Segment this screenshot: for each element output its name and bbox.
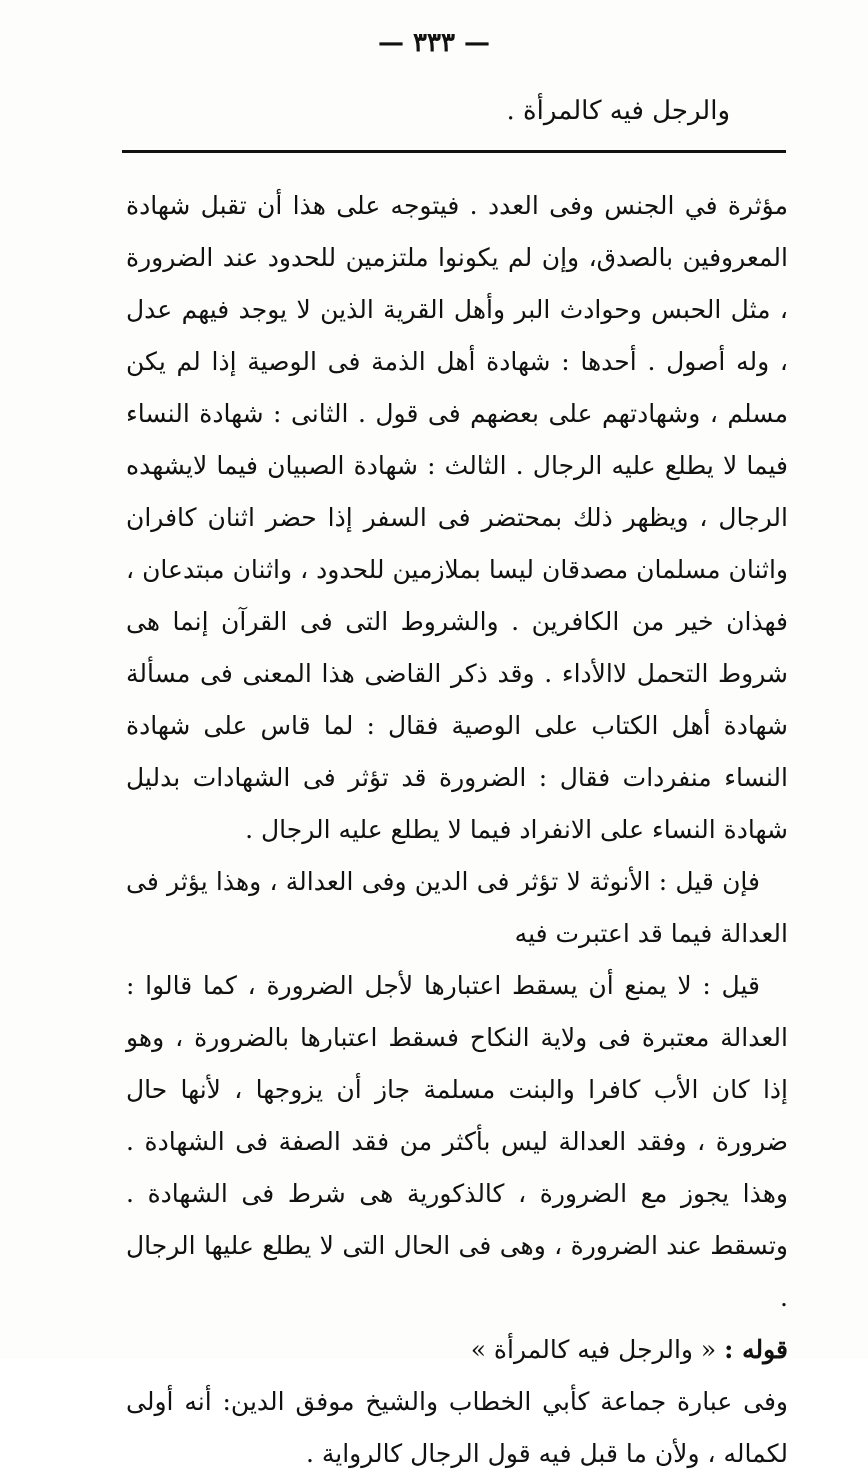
main-text-block bbox=[126, 180, 788, 1480]
qawluh-line bbox=[126, 1324, 788, 1376]
page-number: — ٣٣٣ — bbox=[377, 28, 491, 58]
paragraph-3: قيل : لا يمنع أن يسقط اعتبارها لأجل الضرورة ، كما قالوا : العدالة معتبرة فى ولاية النكاح فسقط اعتبارها بالضرورة ، وهو إذا كان الأب كافرا والبنت مسلمة جاز أن يزوجها ، لأنها حال ضرورة ، وفقد العدالة ليس بأكثر من فقد الصفة فى الشهادة . وهذا يجوز مع الضرورة ، كالذكورية هى شرط فى الشهادة . وتسقط عند الضرورة ، وهى فى الحال التى لا يطلع عليها الرجال . bbox=[126, 971, 788, 1312]
paragraph-final: وفى عبارة جماعة كأبي الخطاب والشيخ موفق الدين: أنه أولى لكماله ، ولأن ما قبل فيه قول الرجال كالرواية . bbox=[126, 1387, 788, 1468]
paragraph-2: فإن قيل : الأنوثة لا تؤثر فى الدين وفى العدالة ، وهذا يؤثر فى العدالة فيما قد اعتبرت فيه bbox=[126, 867, 788, 948]
horizontal-rule bbox=[122, 150, 786, 153]
footnote-header-line: والرجل فيه كالمرأة . bbox=[506, 96, 730, 126]
qawluh-quote: « والرجل فيه كالمرأة » bbox=[470, 1335, 717, 1364]
paragraph-1: مؤثرة في الجنس وفى العدد . فيتوجه على هذا أن تقبل شهادة المعروفين بالصدق، وإن لم يكونوا ملتزمين للحدود عند الضرورة ، مثل الحبس وحوادث البر وأهل القرية الذين لا يوجد فيهم عدل ، وله أصول . أحدها : شهادة أهل الذمة فى الوصية إذا لم يكن مسلم ، وشهادتهم على بعضهم فى قول . الثانى : شهادة النساء فيما لا يطلع عليه الرجال . الثالث : شهادة الصبيان فيما لايشهده الرجال ، ويظهر ذلك بمحتضر فى السفر إذا حضر اثنان كافران واثنان مسلمان مصدقان ليسا بملازمين للحدود ، واثنان مبتدعان ، فهذان خير من الكافرين . والشروط التى فى القرآن إنما هى شروط التحمل لاالأداء . وقد ذكر القاضى هذا المعنى فى مسألة شهادة أهل الكتاب على الوصية فقال : لما قاس على شهادة النساء منفردات فقال : الضرورة قد تؤثر فى الشهادات بدليل شهادة النساء على الانفراد فيما لا يطلع عليه الرجال . bbox=[126, 191, 788, 844]
qawluh-label: قوله : bbox=[724, 1335, 788, 1364]
